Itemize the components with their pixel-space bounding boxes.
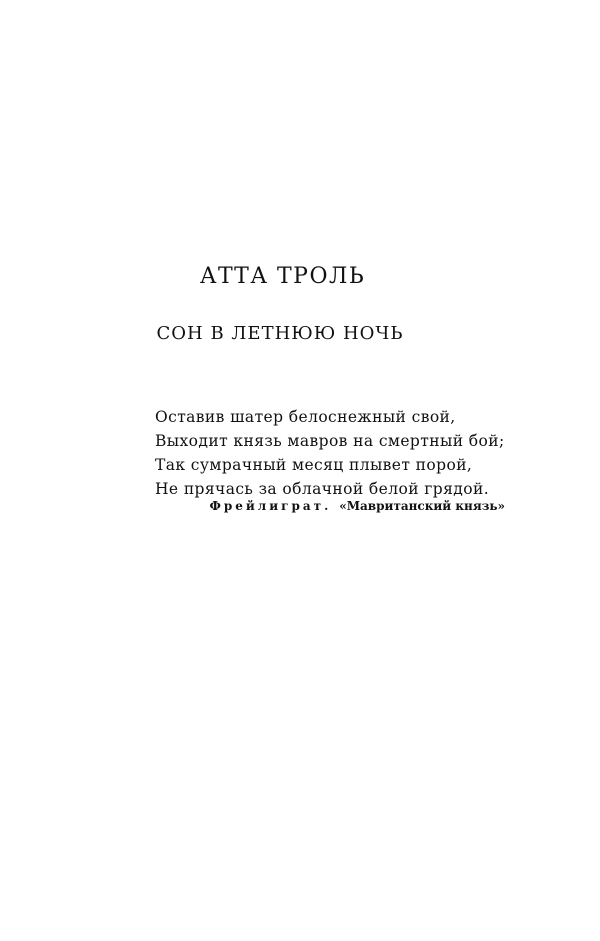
epigraph-attribution <box>0 497 505 515</box>
epigraph-line: Не прячась за облачной белой грядой. <box>155 480 490 498</box>
attribution-work: «Мавританский князь» <box>339 499 505 513</box>
page-subtitle: СОН В ЛЕТНЮЮ НОЧЬ <box>156 323 404 344</box>
epigraph-line: Выходит князь мавров на смертный бой; <box>155 432 505 450</box>
epigraph-line: Оставив шатер белоснежный свой, <box>155 408 456 426</box>
page-title: АТТА ТРОЛЬ <box>199 264 366 289</box>
epigraph-line: Так сумрачный месяц плывет порой, <box>155 456 473 474</box>
attribution-author: Фрейлиграт. <box>209 499 332 513</box>
epigraph <box>155 405 535 501</box>
